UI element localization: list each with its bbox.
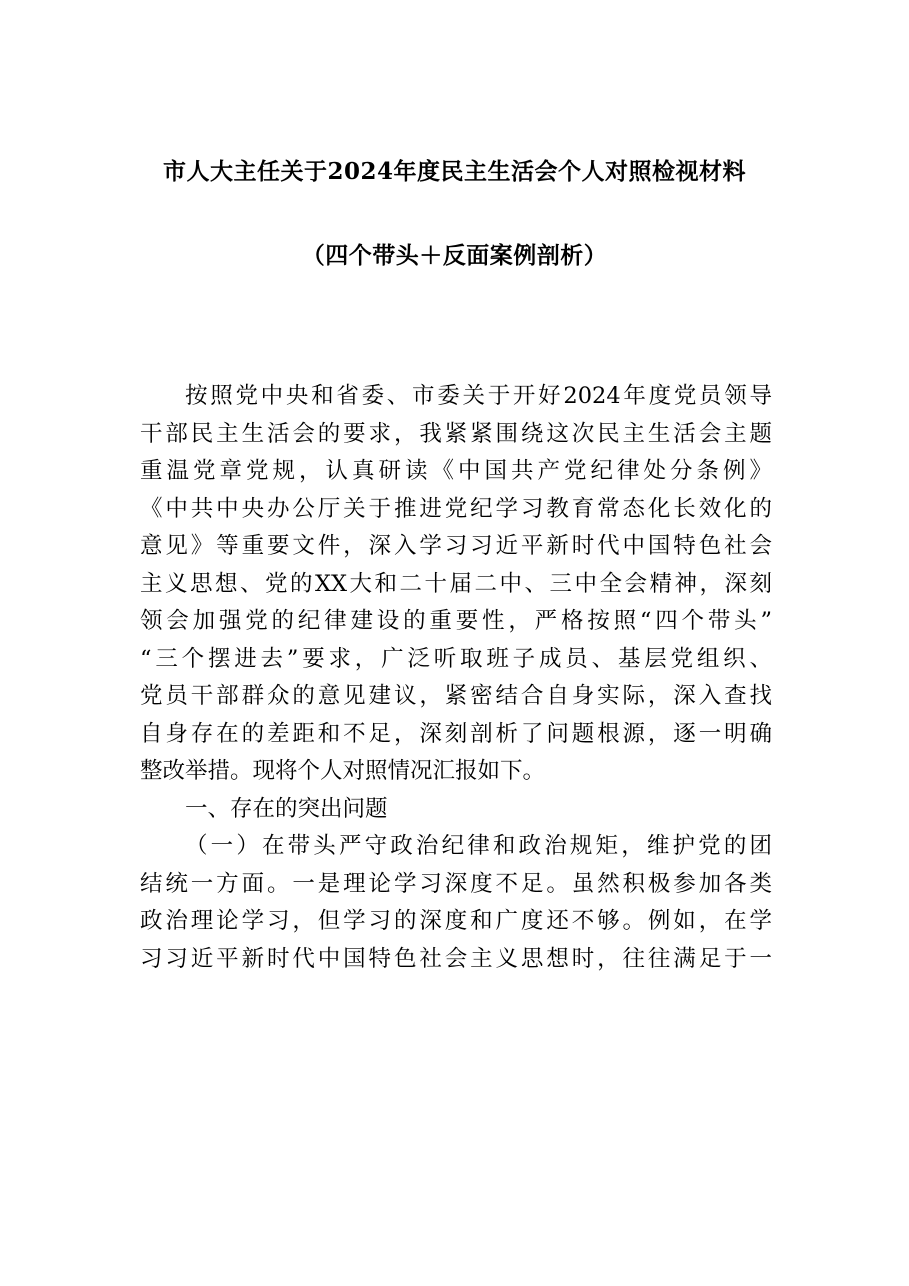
text-line: 领会加强党的纪律建设的重要性，严格按照“四个带头” [140,608,772,634]
text-line: 习习近平新时代中国特色社会主义思想时，往往满足于一 [140,945,772,972]
text-line: 《中共中央办公厅关于推进党纪学习教育常态化长效化的 [140,495,772,522]
text-line: 意见》等重要文件，深入学习习近平新时代中国特色社会 [140,533,772,559]
text-line: 政治理论学习，但学习的深度和广度还不够。例如，在学 [140,908,772,934]
text-line: 主义思想、党的XX大和二十届二中、三中全会精神，深刻 [140,570,772,597]
paragraph-intro [140,378,772,791]
text-line: 结统一方面。一是理论学习深度不足。虽然积极参加各类 [140,870,772,897]
document-subtitle: （四个带头＋反面案例剖析） [301,242,608,269]
text-line: 整改举措。现将个人对照情况汇报如下。 [140,758,546,784]
text-line: 重温党章党规，认真研读《中国共产党纪律处分条例》 [140,458,772,484]
heading-line: 一、存在的突出问题 [185,795,388,822]
document-title: 市人大主任关于2024年度民主生活会个人对照检视材料 [162,158,746,185]
text-line: 按照党中央和省委、市委关于开好2024年度党员领导 [185,383,772,409]
section-heading [140,791,772,829]
text-line: 自身存在的差距和不足，深刻剖析了问题根源，逐一明确 [140,720,772,747]
text-line: “三个摆进去”要求，广泛听取班子成员、基层党组织、 [140,645,772,672]
text-line: 干部民主生活会的要求，我紧紧围绕这次民主生活会主题 [140,420,772,447]
text-line: 党员干部群众的意见建议，紧密结合自身实际，深入查找 [140,683,772,709]
text-line: （一）在带头严守政治纪律和政治规矩，维护党的团 [185,833,772,859]
document-body [140,378,772,978]
paragraph-section-one [140,828,772,978]
